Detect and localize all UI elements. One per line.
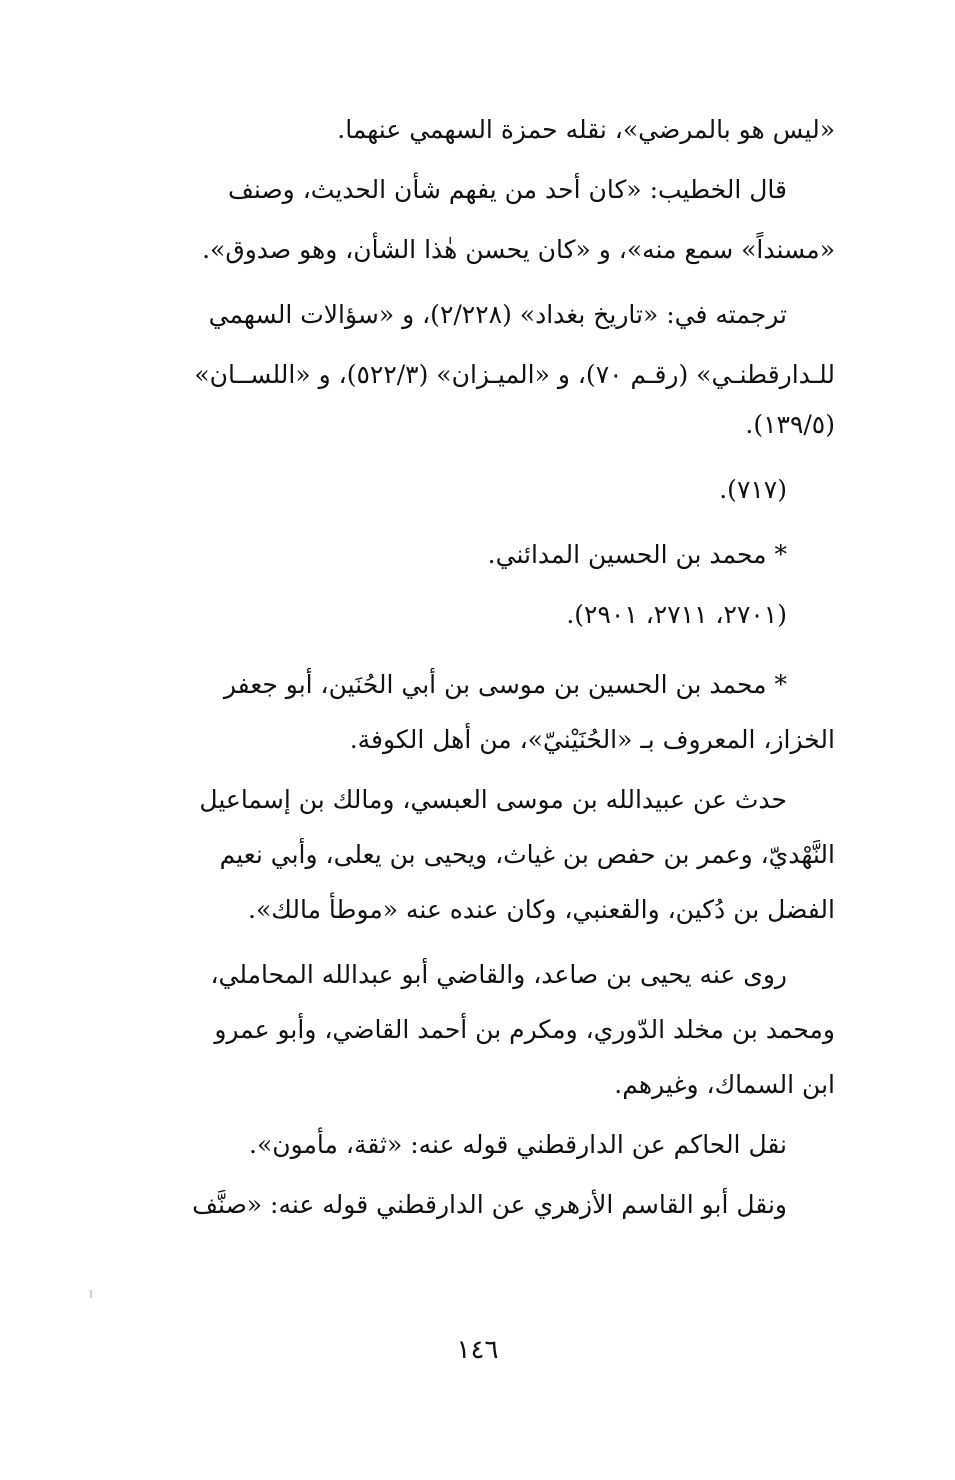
text-line-content: روى عنه يحيى بن صاعد، والقاضي أبو عبدالله المحاملي، — [210, 960, 787, 989]
text-line-content: ونقل أبو القاسم الأزهري عن الدارقطني قوله عنه: «صنَّف — [192, 1190, 787, 1219]
text-line-content: «ليس هو بالمرضي»، نقله حمزة السهمي عنهما. — [337, 115, 835, 144]
text-line-content: (٧١٧). — [719, 475, 787, 504]
text-line — [122, 825, 835, 885]
text-line — [122, 655, 835, 715]
text-line-content: (١٣٩/٥). — [745, 410, 835, 439]
text-line — [122, 1055, 835, 1115]
text-line-content: * محمد بن الحسين المدائني. — [487, 540, 787, 569]
text-line-content: الفضل بن دُكين، والقعنبي، وكان عنده عنه «موطأ مالك». — [248, 895, 835, 924]
text-line-content: الخزاز، المعروف بـ «الحُنَيْنيّ»، من أهل الكوفة. — [349, 725, 835, 754]
text-line — [122, 460, 835, 520]
text-line-content: (٢٧٠١، ٢٧١١، ٢٩٠١). — [566, 600, 787, 629]
text-line-content: * محمد بن الحسين بن موسى بن أبي الحُنَين، أبو جعفر — [223, 670, 787, 699]
text-line-content: النَّهْديّ، وعمر بن حفص بن غياث، ويحيى بن يعلى، وأبي نعيم — [219, 840, 835, 869]
text-line-content: ابن السماك، وغيرهم. — [614, 1070, 835, 1099]
text-line — [122, 1000, 835, 1060]
text-line — [122, 880, 835, 940]
text-line — [122, 220, 835, 280]
margin-mark — [90, 1290, 92, 1298]
text-line — [122, 525, 835, 585]
text-line — [122, 710, 835, 770]
text-line — [122, 100, 835, 160]
text-line-content: نقل الحاكم عن الدارقطني قوله عنه: «ثقة، مأمون». — [249, 1130, 787, 1159]
text-line — [122, 160, 835, 220]
text-line-content: ومحمد بن مخلد الدّوري، ومكرم بن أحمد القاضي، وأبو عمرو — [214, 1015, 835, 1044]
text-line-content: للـدارقطنـي» (رقـم ٧٠)، و «الميـزان» (٥٢٢/٣)، و «اللســان» — [194, 360, 835, 389]
text-line-content: «مسنداً» سمع منه»، و «كان يحسن هٰذا الشأن، وهو صدوق». — [202, 235, 835, 264]
text-line — [122, 1175, 835, 1235]
text-line — [122, 1115, 835, 1175]
page-number: ١٤٦ — [456, 1335, 499, 1365]
text-line — [122, 945, 835, 1005]
text-line-content: حدث عن عبيدالله بن موسى العبسي، ومالك بن إسماعيل — [199, 785, 787, 814]
text-line — [122, 285, 835, 345]
text-line-content: قال الخطيب: «كان أحد من يفهم شأن الحديث، وصنف — [228, 175, 787, 204]
text-line — [122, 395, 835, 455]
text-line — [122, 770, 835, 830]
text-line — [122, 585, 835, 645]
text-line-content: ترجمته في: «تاريخ بغداد» (٢/٢٢٨)، و «سؤالات السهمي — [208, 300, 787, 329]
